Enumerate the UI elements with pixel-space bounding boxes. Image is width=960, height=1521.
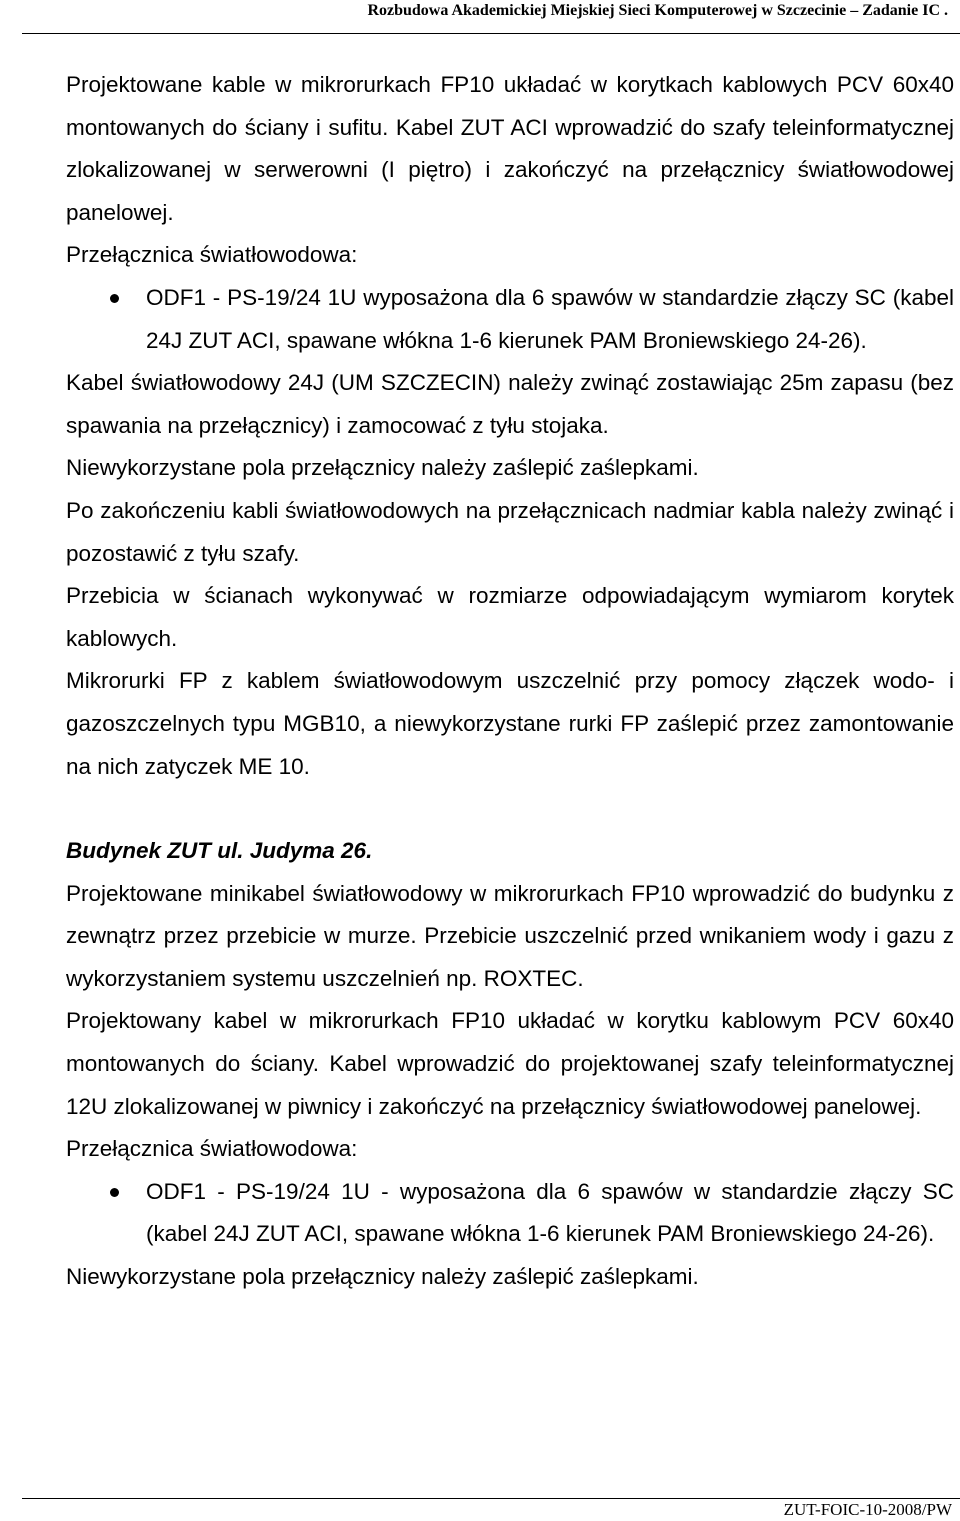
- paragraph: Niewykorzystane pola przełącznicy należy zaślepić zaślepkami.: [66, 1264, 699, 1290]
- bullet-list: [66, 1171, 954, 1256]
- switch-label: Przełącznica światłowodowa:: [66, 1136, 358, 1162]
- paragraph: Przebicia w ścianach wykonywać w rozmiarze odpowiadającym wymiarom korytek kablowych.: [66, 583, 954, 651]
- paragraph: Kabel światłowodowy 24J (UM SZCZECIN) należy zwinąć zostawiając 25m zapasu (bez spawania na przełącznicy) i zamocować z tyłu stojaka.: [66, 370, 954, 438]
- list-item-text: ODF1 - PS-19/24 1U - wyposażona dla 6 spawów w standardzie złączy SC (kabel 24J ZUT ACI, spawane włókna 1-6 kierunek PAM Broniewskiego 24-26).: [146, 1178, 954, 1247]
- paragraph: Projektowane kable w mikrorurkach FP10 układać w korytkach kablowych PCV 60x40 montowanych do ściany i sufitu. Kabel ZUT ACI wprowadzić do szafy teleinformatycznej zlokalizowanej w serwerowni (I piętro) i zakończyć na przełącznicy światłowodowej panelowej.: [66, 72, 954, 225]
- page-header: [0, 0, 960, 36]
- bullet-icon: [110, 1188, 119, 1197]
- paragraph: Projektowany kabel w mikrorurkach FP10 układać w korytku kablowym PCV 60x40 montowanych do ściany. Kabel wprowadzić do projektowanej szafy teleinformatycznej 12U zlokalizowanej w piwnicy i zakończyć na przełącznicy światłowodowej panelowej.: [66, 1008, 954, 1119]
- page-footer: [0, 1490, 960, 1521]
- bullet-list: [66, 277, 954, 362]
- document-title: Rozbudowa Akademickiej Miejskiej Sieci Komputerowej w Szczecinie – Zadanie IC .: [367, 2, 948, 19]
- paragraph: Projektowane minikabel światłowodowy w mikrorurkach FP10 wprowadzić do budynku z zewnątrz przez przebicie w murze. Przebicie uszczelnić przed wnikaniem wody i gazu z wykorzystaniem systemu uszczelnień np. ROXTEC.: [66, 880, 954, 991]
- bullet-icon: [110, 294, 119, 303]
- list-item: [66, 1171, 954, 1256]
- header-divider: [22, 33, 960, 34]
- section-heading: Budynek ZUT ul. Judyma 26.: [66, 838, 373, 864]
- document-code: ZUT-FOIC-10-2008/PW: [783, 1500, 952, 1519]
- switch-label: Przełącznica światłowodowa:: [66, 242, 358, 268]
- list-item: [66, 277, 954, 362]
- paragraph: Mikrorurki FP z kablem światłowodowym uszczelnić przy pomocy złączek wodo- i gazoszczelnych typu MGB10, a niewykorzystane rurki FP zaślepić przez zamontowanie na nich zatyczek ME 10.: [66, 668, 954, 779]
- paragraph: Niewykorzystane pola przełącznicy należy zaślepić zaślepkami.: [66, 455, 699, 481]
- list-item-text: ODF1 - PS-19/24 1U wyposażona dla 6 spawów w standardzie złączy SC (kabel 24J ZUT ACI, spawane włókna 1-6 kierunek PAM Broniewskiego 24-26).: [146, 284, 954, 353]
- spacer: [66, 788, 954, 830]
- document-body: [66, 64, 954, 1299]
- paragraph: Po zakończeniu kabli światłowodowych na przełącznicach nadmiar kabla należy zwinąć i pozostawić z tyłu szafy.: [66, 497, 954, 566]
- footer-divider: [22, 1498, 960, 1499]
